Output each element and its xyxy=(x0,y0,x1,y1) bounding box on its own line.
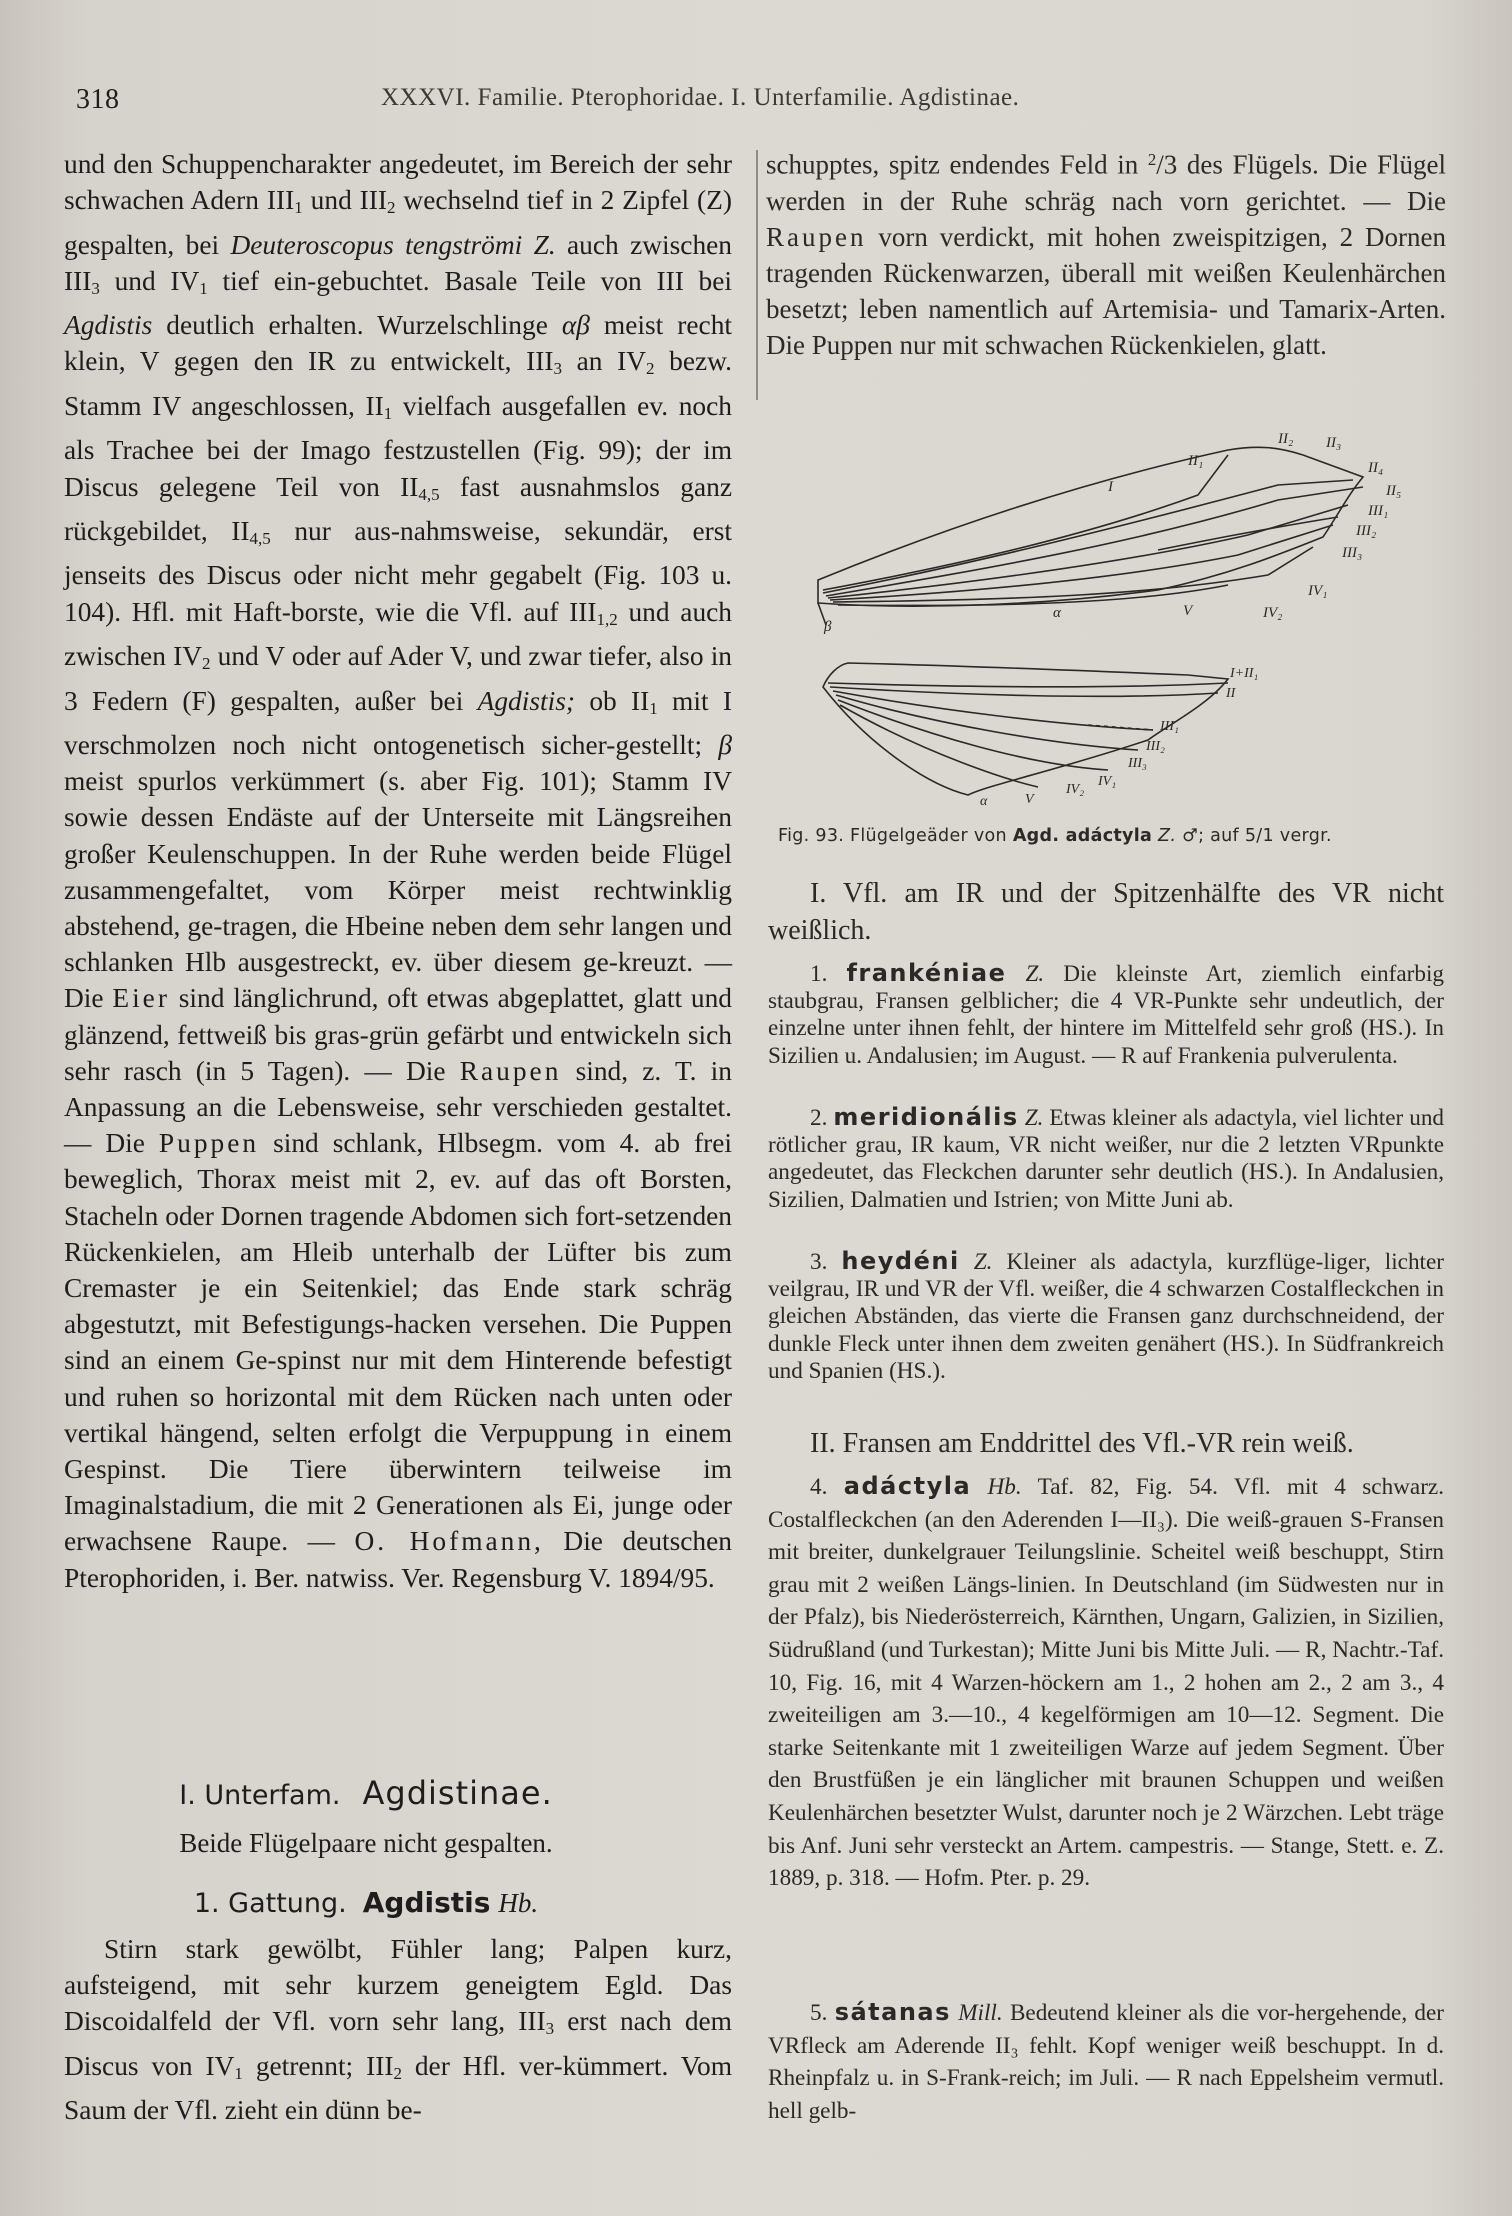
vein-label: IV₁ xyxy=(1098,774,1117,789)
vein-label: I+II₁ xyxy=(1230,666,1259,681)
vein-label: III₂ xyxy=(1356,523,1377,539)
author-name: O. Hofmann, xyxy=(354,1526,544,1557)
vein-label: III₃ xyxy=(1128,756,1147,771)
running-title: XXXVI. Familie. Pterophoridae. I. Unterfamilie. Agdistinae. xyxy=(381,84,1020,111)
vein-label: III₁ xyxy=(1160,719,1179,734)
species-entry: 4. adáctyla Hb. Taf. 82, Fig. 54. Vfl. mit 4 schwarz. Costalfleckchen (an den Aderenden I—II₃). Die weiß-grauen S-Fransen mit breiter, dunkelgrauer Teilungslinie. Scheitel weiß beschuppt, Stirn grau mit 2 weißen Längs-linien. In Deutschland (im Südwesten nur in der Pfalz), bis Niederösterreich, Kärnthen, Ungarn, Galizien, in Sizilien, Südrußland (und Turkestan); Mitte Juni bis Mitte Juli. — R, Nachtr.-Taf. 10, Fig. 16, mit 4 Warzen-höckern am 1., 2 hohen am 2., 2 am 3., 4 zweiteiligen am 3.—10., 4 kegelförmigen am 10—12. Segment. Die starke Seitenkante mit 1 zweiteiligen Warze auf jedem Segment. Über den Brustfüßen je ein länglicher mit braunen Schuppen und weißen Keulenhärchen besetzter Wulst, darunter noch je 2 Wärzchen. Lebt träge bis Anf. Juni sehr versteckt an Artem. campestris. — Stange, Stett. e. Z. 1889, p. 318. — Hofm. Pter. p. 29. xyxy=(768,1472,1445,1892)
left-column-text xyxy=(64,146,732,1596)
vein-label: I xyxy=(1108,479,1113,495)
forewing-drawing xyxy=(818,447,1363,625)
vein-label: IV₁ xyxy=(1308,583,1328,599)
subfamily-description: Beide Flügelpaare nicht gespalten. xyxy=(179,1828,553,1858)
species-name: adáctyla xyxy=(843,1472,972,1500)
subfamily-heading: I. Unterfam. Agdistinae. xyxy=(179,1774,553,1812)
vein-label: IV₂ xyxy=(1066,782,1085,797)
vein-label: β xyxy=(824,619,832,635)
vein-label: II₄ xyxy=(1368,460,1384,476)
taxon-name: Agdistis; xyxy=(477,685,576,716)
species-name: meridionális xyxy=(833,1103,1019,1131)
subfamily-name: Agdistinae. xyxy=(362,1774,553,1812)
vein-label: α xyxy=(1053,605,1061,621)
species-entry: 1. frankéniae Z. Die kleinste Art, ziemlich einfarbig staubgrau, Fransen gelblicher; die 4 VR-Punkte sehr undeutlich, der einzelne unter ihnen fehlt, der hintere im Mittelfeld sehr groß (HS.). In Sizilien u. Andalusien; im August. — R auf Frankenia pulverulenta. xyxy=(768,959,1444,1069)
taxon-name: Deuteroscopus tengströmi Z. xyxy=(230,229,556,260)
genus-name: Agdistis xyxy=(362,1886,491,1919)
genus-author: Hb. xyxy=(498,1888,539,1918)
species-entry: 5. sátanas Mill. Bedeutend kleiner als die vor-hergehende, der VRfleck am Aderende II₃ fehlt. Kopf weniger weiß beschuppt. In d. Rheinpfalz u. in S-Frank-reich; im Juli. — R nach Eppelsheim vermutl. hell gelb- xyxy=(768,1998,1445,2124)
species-name: sátanas xyxy=(834,1998,951,2026)
vein-label: II₁ xyxy=(1188,453,1204,469)
left-paragraph: und den Schuppencharakter angedeutet, im Bereich der sehr schwachen Adern $III_1$ und $III_2$ wechselnd tief in 2 Zipfel (Z) gespalten, bei Deuteroscopus tengströmi Z. auch zwischen $III_3$ und $IV_1$ tief ein-gebuchtet. Basale Teile von III bei Agdistis deutlich erhalten. Wurzelschlinge αβ meist recht klein, V gegen den IR zu entwickelt, $III_3$ an $IV_2$ bezw. Stamm IV angeschlossen, $II_1$ vielfach ausgefallen ev. noch als Trachee bei der Imago festzustellen (Fig. 99); der im Discus gelegene Teil von $II_{4,5}$ fast ausnahmslos ganz rückgebildet, $II_{4,5}$ nur aus-nahmsweise, sekundär, erst jenseits des Discus oder nicht mehr gegabelt (Fig. 103 u. 104). Hfl. mit Haft-borste, wie die Vfl. auf $III_{1,2}$ und auch zwischen $IV_2$ und V oder auf Ader V, und zwar tiefer, also in 3 Federn (F) gespalten, außer bei Agdistis; ob $II_1$ mit I verschmolzen noch nicht ontogenetisch sicher-gestellt; β meist spurlos verkümmert (s. aber Fig. 101); Stamm IV sowie dessen Endäste auf der Unterseite mit Längsreihen großer Keulenschuppen. In der Ruhe werden beide Flügel zusammengefaltet, vom Körper meist rechtwinklig abstehend, ge-tragen, die Hbeine neben dem sehr langen und schlanken Hlb ausgestreckt, ev. über diesem ge-kreuzt. — Die Eier sind länglichrund, oft etwas abgeplattet, glatt und glänzend, fettweiß bis gras-grün gefärbt und entwickeln sich sehr rasch (in 5 Tagen). — Die Raupen sind, z. T. in Anpassung an die Lebensweise, sehr verschieden gestaltet. — Die Puppen sind schlank, Hlbsegm. vom 4. ab frei beweglich, Thorax meist mit 2, ev. auf das oft Borsten, Stacheln oder Dornen tragende Abdomen sich fort-setzenden Rückenkielen, am Hleib unterhalb der Lüfter bis zum Cremaster je ein Seitenkiel; das Ende stark schräg abgestutzt, mit Befestigungs-hacken versehen. Die Puppen sind an einem Ge-spinst nur mit dem Hinterende befestigt und ruhen so horizontal mit dem Rücken nach unten oder vertikal hängend, selten erfolgt die Verpuppung in einem Gespinst. Die Tiere überwintern teilweise im Imaginalstadium, die mit 2 Generationen als Ei, junge oder erwachsene Raupe. — O. Hofmann, Die deutschen Pterophoriden, i. Ber. natwiss. Ver. Regensburg V. 1894/95. xyxy=(64,149,733,1593)
vein-label: V xyxy=(1183,603,1193,619)
vein-label: IV₂ xyxy=(1263,605,1283,621)
genus-description: Stirn stark gewölbt, Fühler lang; Palpen kurz, aufsteigend, mit sehr kurzem geneigtem Egld. Das Discoidalfeld der Vfl. vorn sehr lang, $III_3$ erst nach dem Discus von $IV_1$ getrennt; $III_2$ der Hfl. ver-kümmert. Vom Saum der Vfl. zieht ein dünn be- xyxy=(64,1934,732,2126)
species-name: frankéniae xyxy=(846,959,1007,987)
right-column-top-text: schupptes, spitz endendes Feld in $^2$/3 des Flügels. Die Flügel werden in der Ruhe schräg nach vorn gerichtet. — Die Raupen vorn verdickt, mit hohen zweispitzigen, 2 Dornen tragenden Rückenwarzen, überall mit weißen Keulenhärchen besetzt; leben namentlich auf Artemisia- und Tamarix-Arten. Die Puppen nur mit schwachen Rückenkielen, glatt. xyxy=(766,149,1446,361)
vein-label: III₃ xyxy=(1342,545,1363,561)
vein-label: α xyxy=(980,794,988,809)
species-entry: 2. meridionális Z. Etwas kleiner als adactyla, viel lichter und rötlicher grau, IR kaum, VR nicht weißer, nur die 2 letzten VRpunkte angedeutet, das Fleckchen darunter sehr deutlich (HS.). In Andalusien, Sizilien, Dalmatien und Istrien; von Mitte Juni ab. xyxy=(768,1103,1445,1213)
taxon-name: Agdistis xyxy=(64,310,153,341)
vein-label: II₃ xyxy=(1326,435,1342,451)
species-name: heydéni xyxy=(841,1247,960,1275)
vein-label: III₂ xyxy=(1146,739,1165,754)
vein-label: II₅ xyxy=(1386,483,1402,499)
key-heading-II: II. Fransen am Enddrittel des Vfl.-VR rein weiß. xyxy=(810,1428,1354,1459)
vein-label: II xyxy=(1226,686,1236,701)
vein-label: II₂ xyxy=(1278,431,1294,447)
column-rule xyxy=(756,150,758,400)
species-entry: 3. heydéni Z. Kleiner als adactyla, kurzflüge-liger, lichter veilgrau, IR und VR der Vfl. weißer, die 4 schwarzen Costalfleckchen in gleichen Abständen, das vierte die Fransen ganz durchschneidend, der dunkle Fleck unter ihnen dem zweiten genähert (HS.). In Südfrankreich und Spanien (HS.). xyxy=(768,1247,1445,1384)
wing-venation-figure xyxy=(808,425,1448,825)
vein-label: III₁ xyxy=(1368,503,1389,519)
vein-label: V xyxy=(1025,792,1034,807)
key-heading-I: I. Vfl. am IR und der Spitzenhälfte des VR nicht weißlich. xyxy=(768,878,1444,946)
page-number: 318 xyxy=(76,84,120,115)
forewing-labels xyxy=(823,431,1401,635)
genus-heading: 1. Gattung. Agdistis Hb. xyxy=(193,1886,539,1919)
figure-caption: Fig. 93. Flügelgeäder von Agd. adáctyla Z. ♂; auf 5/1 vergr. xyxy=(778,826,1332,846)
